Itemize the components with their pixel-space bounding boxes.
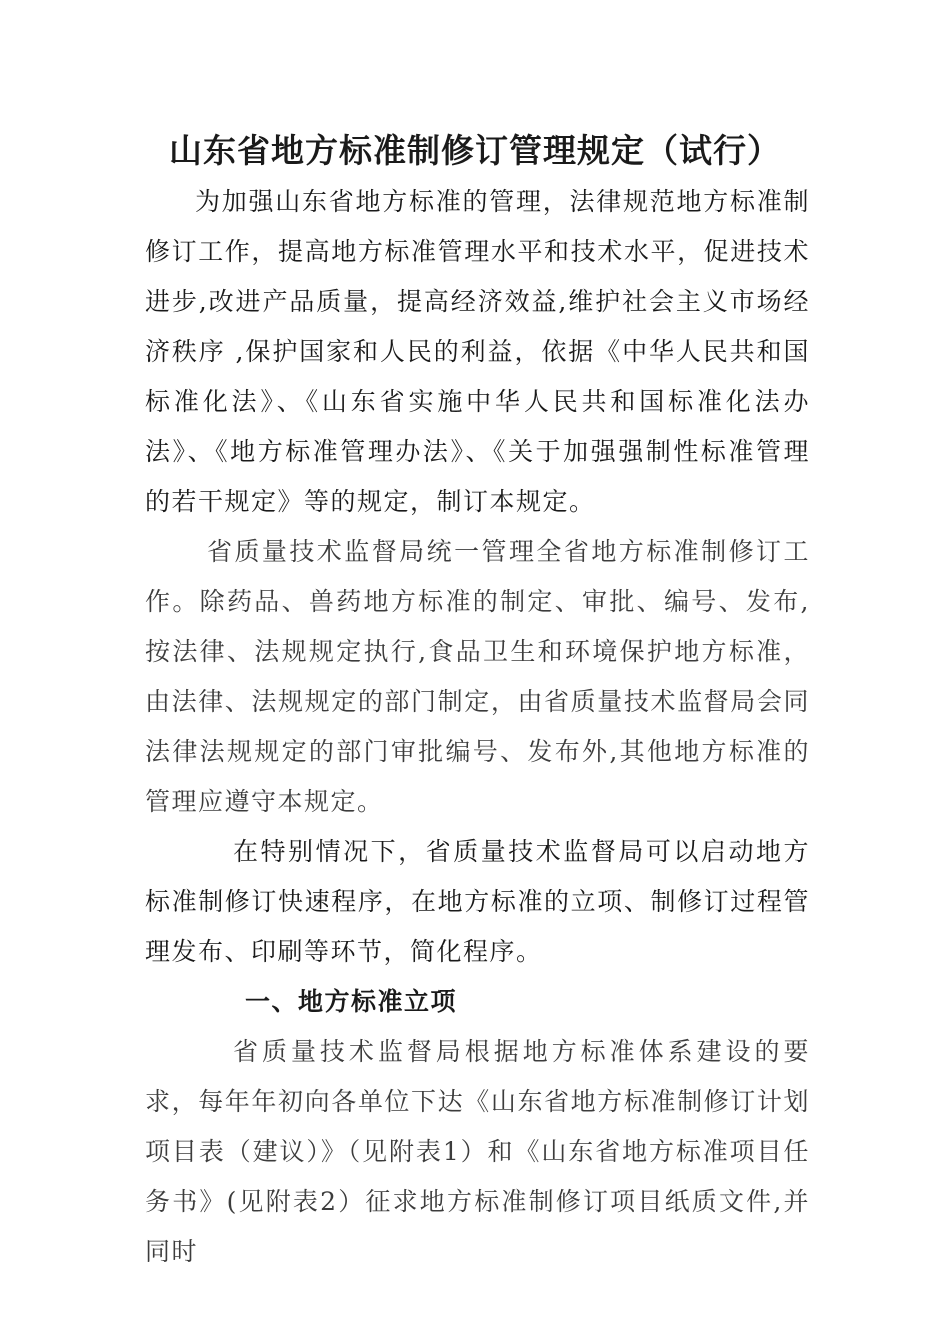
document-title: 山东省地方标准制修订管理规定（试行） bbox=[169, 131, 781, 170]
scope-paragraph: 省质量技术监督局统一管理全省地方标准制修订工作。除药品、兽药地方标准的制定、审批、编号、发布,按法律、法规规定执行,食品卫生和环境保护地方标准，由法律、法规规定的部门制定，由省质量技术监督局会同法律法规规定的部门审批编号、发布外,其他地方标准的管理应遵守本规定。 bbox=[145, 537, 810, 816]
fast-track-paragraph: 在特别情况下，省质量技术监督局可以启动地方标准制修订快速程序，在地方标准的立项、制修订过程管理发布、印刷等环节，简化程序。 bbox=[145, 837, 810, 966]
section1-body-paragraph: 省质量技术监督局根据地方标准体系建设的要求，每年年初向各单位下达《山东省地方标准制修订计划项目表（建议）》（见附表1）和《山东省地方标准项目任务书》(见附表2）征求地方标准制修订项目纸质文件,并同时 bbox=[145, 1037, 810, 1266]
section-heading-1: 一、地方标准立项 bbox=[245, 987, 458, 1016]
intro-paragraph: 为加强山东省地方标准的管理，法律规范地方标准制修订工作，提高地方标准管理水平和技术水平，促进技术进步,改进产品质量，提高经济效益,维护社会主义市场经济秩序 ,保护国家和人民的利益，依据《中华人民共和国标准化法》、《山东省实施中华人民共和国标准化法办法》、《地方标准管理办法》、《关于加强强制性标准管理的若干规定》等的规定，制订本规定。 bbox=[145, 187, 810, 516]
